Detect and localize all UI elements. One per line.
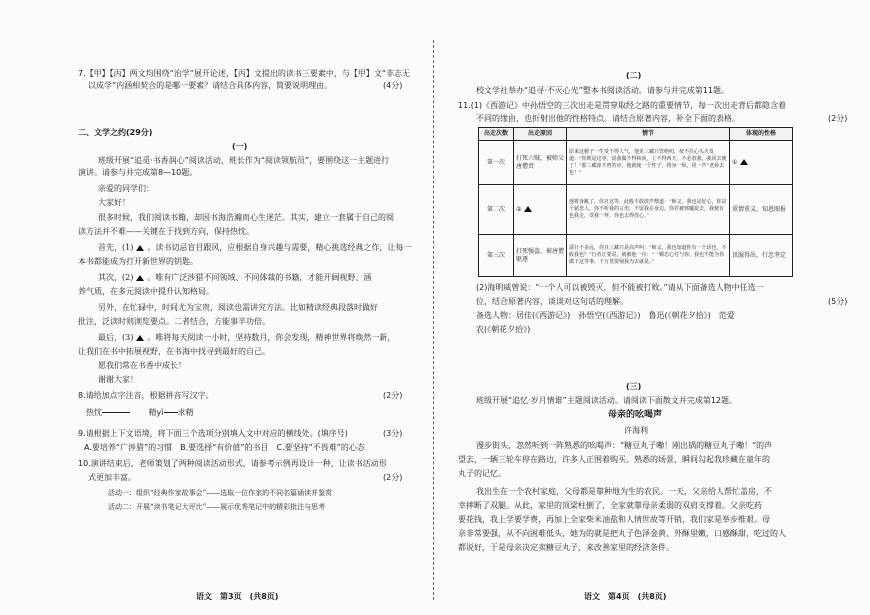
page-footer-3: 语文 第3页 (共8页) xyxy=(196,592,279,601)
intro-line-2: 演讲。请参与并完成第8—10题。 xyxy=(78,168,198,177)
essay-para-1b: 望去，一辆三轮车停在路边，许多人正围着购买。熟悉的场景，瞬间勾起我珍藏在童年的 xyxy=(458,455,770,464)
section-title: 二、文学之约(29分) xyxy=(78,128,153,137)
q8-item-b: 精yì xyxy=(148,408,164,417)
speech-para-3-rest: 。唯有广泛涉猎不同领域、不同体裁的书籍，才能开阔视野、涵 xyxy=(147,273,372,282)
essay-para-1: 漫步街头，忽然听到一阵熟悉的吆喝声：“糖豆丸子嘞！刚出锅的糖豆丸子嘞！”的声 xyxy=(476,441,773,450)
essay-para-1c: 丸子的记忆。 xyxy=(458,469,506,478)
q9-text: 9.请根据上下文语境，将下面三个选项分别填入文中对应的横线处。(填序号) xyxy=(78,429,348,438)
speech-hello: 大家好！ xyxy=(98,198,130,207)
activity-1: 活动一：组织“经典作家故事会”——选取一位作家的不同名篇诵读并鉴赏 xyxy=(108,489,333,497)
intro-line-1: 班级开展“追觅·书香润心”阅读活动，班长作为“阅读领航员”，要围绕这一主题进行 xyxy=(98,156,390,165)
page-3 xyxy=(0,0,432,615)
page-divider xyxy=(433,40,434,600)
part-3-heading: (三) xyxy=(626,382,642,391)
speech-para-5-rest: 。唯将每天阅读一小时，坚持数月，你会发现，精神世界将焕然一新， xyxy=(147,333,396,342)
q8-items xyxy=(86,407,194,418)
table-cell: 重情重义，知恩图报 xyxy=(730,185,793,235)
part-3-intro: 班级开展“追忆·岁月情谁”主题阅读活动。请阅读下面散文并完成第12题。 xyxy=(476,396,738,405)
table-cell: 第一次 xyxy=(479,141,514,185)
candidates-line-1: 备选人物：居佳(《西游记》) 孙悟空(《西游记》) 鲁迅(《朝花夕拾》) 范爱 xyxy=(476,311,735,320)
table-header: 出走次数 xyxy=(479,128,514,141)
table-header: 情节 xyxy=(567,128,730,141)
essay-para-2b: 幸摔断了双腿。从此，家里的顶梁柱倒了，全家就靠母亲柔弱的双肩支撑着。父亲吃药 xyxy=(458,501,762,510)
q7-text-2: 以成学”内涵相契合的是哪一要素？请结合具体内容，简要说明理由。 xyxy=(88,81,333,90)
q9-score: (3分) xyxy=(383,429,403,438)
part-2-intro: 校文学社举办“追寻·不灭心光”整本书阅读活动。请参与并完成第11题。 xyxy=(476,86,730,95)
blank-1-triangle-icon xyxy=(136,245,144,251)
character-table xyxy=(478,127,793,277)
essay-author: 许海利 xyxy=(624,426,648,435)
speech-para-2 xyxy=(98,242,411,253)
table-row xyxy=(479,235,793,277)
table-row xyxy=(479,141,793,185)
blank-3-label: 最后，(3) xyxy=(98,333,134,342)
q8-item-c: 求精 xyxy=(177,408,194,417)
q11-2-text: (2)海明威曾说：“一个人可以被毁灭，但不能被打败。”请从下面备选人物中任选一 xyxy=(476,283,764,292)
table-cell: 他将身跳了，你且这等，此般不敢放声僧道：“师父，我也是好心，你是个慈悲人，你不听我的言语，不留我在身边，你若被邪魔捉去，我便有也我走，受我一拜，你也去得放心。” xyxy=(567,185,730,235)
part-1-heading: (一) xyxy=(232,142,248,151)
speech-closing: 愿我们常在书香中成长！ xyxy=(98,361,186,370)
answer-1-label: ① xyxy=(732,158,738,166)
blank-1-label: 首先，(1) xyxy=(98,243,134,252)
answer-2-triangle-icon xyxy=(524,206,532,212)
speech-para-1: 很多时候，我们阅读书籍，却因书海浩瀚而心生迷茫。其实，建立一套属于自己的阅 xyxy=(98,213,394,222)
speech-para-5 xyxy=(98,332,395,343)
q11-score: (2分) xyxy=(828,114,848,123)
speech-greeting: 亲爱的同学们： xyxy=(98,184,154,193)
blank-2-label: 其次，(2) xyxy=(98,273,134,282)
speech-para-3 xyxy=(98,272,371,283)
q8-blank-a[interactable] xyxy=(102,412,130,413)
q10-text-2: 式更加丰富。 xyxy=(88,473,136,482)
q8-item-a: 热忱 xyxy=(86,408,102,417)
table-cell: 第三次 xyxy=(479,235,514,277)
essay-para-2d: 亲非常要强，从不向困难低头，她为的就是把丸子色泽金黄、外酥里嫩，口感酥甜，吃过的人 xyxy=(458,529,786,538)
table-row xyxy=(479,185,793,235)
page-footer-4: 语文 第4页 (共8页) xyxy=(584,592,667,601)
answer-2-label: ② xyxy=(516,205,522,213)
q11-text-2: 不同的缘由，也折射出他的性格特点。请结合原著内容，补全下面的表格。 xyxy=(476,114,740,123)
essay-para-2: 我出生在一个农村家庭，父母都是靠种地为生的农民。一天，父亲给人帮忙盖房，不 xyxy=(476,487,772,496)
table-header: 出走原因 xyxy=(514,128,567,141)
speech-para-5b: 让我们在书中拓展视野，在书海中找寻到最好的自己。 xyxy=(78,347,270,356)
speech-para-2-rest: 。读书切忌盲目跟风，应根据自身兴趣与需要，精心挑选经典之作，让每一 xyxy=(147,243,412,252)
q11-2-text-2: 位，结合原著内容，谈谈对这句话的理解。 xyxy=(476,297,628,306)
q9-options: A.要培养“广涉猎”的习惯 B.要选择“有价值”的书目 C.要坚持“不畏难”的心态 xyxy=(84,443,365,452)
q7-score: (4分) xyxy=(383,81,403,90)
blank-3-triangle-icon xyxy=(136,335,144,341)
q7-text: 7.【甲】【丙】两文均围绕“治学”展开论述，【丙】文提出的读书三要素中，与【甲】文“非志无 xyxy=(78,69,411,78)
part-2-heading: (二) xyxy=(626,71,642,80)
activity-2: 活动二：开展“读书笔记大评比”——展示优秀笔记中的精彩批注与思考 xyxy=(108,503,326,511)
speech-thanks: 谢谢大家！ xyxy=(98,375,138,384)
table-cell: 第二次 xyxy=(479,185,514,235)
blank-2-triangle-icon xyxy=(136,275,144,281)
speech-para-2b: 本书都能成为打开新世界的钥匙。 xyxy=(78,257,198,266)
q8-blank-b[interactable] xyxy=(164,412,178,413)
essay-para-2e: 都说好，于是母亲决定卖糖豆丸子，来改善家里的经济条件。 xyxy=(458,543,674,552)
table-header-row xyxy=(479,128,793,141)
table-cell: 打死强盗，被唐僧驱逐 xyxy=(514,235,567,277)
essay-para-2c: 要花钱，我上学要学费，再加上全家柴米油盐和人情世故等开销，我们家是举步维艰。母 xyxy=(458,515,770,524)
q11-2-score: (5分) xyxy=(828,297,848,306)
table-header: 体现的性格 xyxy=(730,128,793,141)
table-cell: 讯服得出，行忠坚定 xyxy=(730,235,793,277)
page-4 xyxy=(438,0,870,615)
table-cell: 打死六贼，被师父唐僧责 xyxy=(514,141,567,185)
q11-text: 11.(1)《西游记》中孙悟空的三次出走是贯穿取经之路的重要情节，每一次出走背后都隐含着 xyxy=(458,101,787,110)
q8-text: 8.请给加点字注音，根据拼音写汉字。 xyxy=(78,391,214,400)
essay-title: 母亲的吆喝声 xyxy=(608,410,663,420)
q10-score: (2分) xyxy=(383,473,403,482)
table-cell: 原来这猴子一生受不得人气，他见三藏只管绝叨，按不住心头火发道：“你既是这等，说我做不得和尚，上不得西天，不必惹我，我回去便了！”那三藏却不曾答应，他就使一个性子，将身一纵，说一声“老孙去也！” xyxy=(567,141,730,185)
table-cell-answer-1[interactable] xyxy=(730,141,793,185)
table-cell-answer-2[interactable] xyxy=(514,185,567,235)
speech-para-4b: 批注，泛读时则浏览要点。二者结合，方能事半功倍。 xyxy=(78,317,270,326)
table-cell: 遥行不多远，你且三藏只是高声叫：“师父，我也知道你有一个话也，不收我也？”行者正要说，就被他一句：“一颗忠心付与你，我也不能为你做下这等事。千万莫要恼我为去就是。” xyxy=(567,235,730,277)
q8-score: (2分) xyxy=(383,391,403,400)
candidates-line-2: 农(《朝花夕拾》) xyxy=(476,325,531,334)
q10-text: 10.演讲结束后，老师策划了两种阅读活动形式，请参考示例再设计一种，让读书活动形 xyxy=(78,459,387,468)
answer-1-triangle-icon xyxy=(740,159,748,165)
speech-para-1b: 读方法并不难——关键在于找到方向，保持热忱。 xyxy=(78,227,254,236)
speech-para-3b: 养气质，在多元阅读中提升认知格局。 xyxy=(78,287,214,296)
speech-para-4: 另外，在忙碌中，时间尤为宝贵，阅读也需讲究方法。比如精读经典段落时做好 xyxy=(98,303,378,312)
